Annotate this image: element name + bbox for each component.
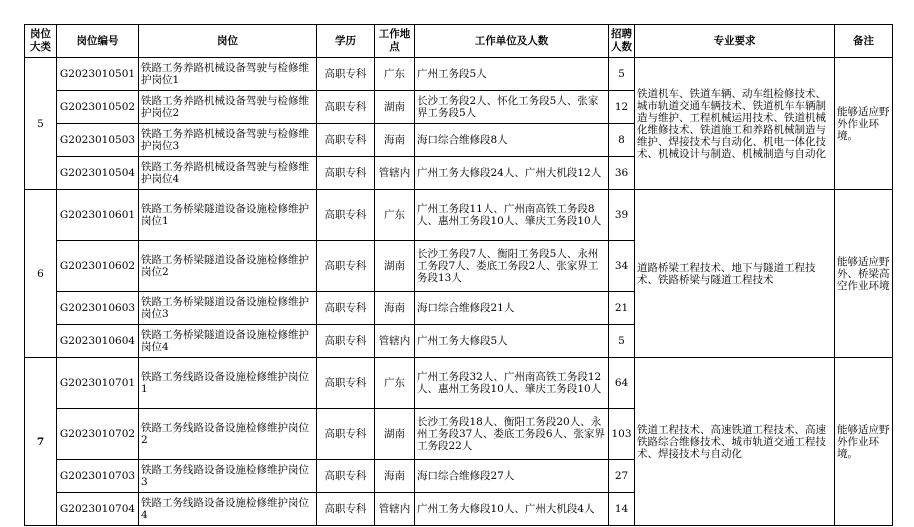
- post-cell: 铁路工务桥梁隧道设备设施检修维护岗位1: [139, 190, 317, 241]
- education-cell: 高职专科: [317, 325, 375, 358]
- recruit-cell: 36: [609, 157, 635, 190]
- recruitment-table: [24, 24, 893, 526]
- recruit-cell: 8: [609, 124, 635, 157]
- education-cell: 高职专科: [317, 409, 375, 460]
- post-cell: 铁路工务养路机械设备驾驶与检修维护岗位3: [139, 124, 317, 157]
- recruit-cell: 21: [609, 292, 635, 325]
- location-cell: 湖南: [375, 91, 415, 124]
- code-cell: G2023010701: [57, 358, 139, 409]
- location-cell: 管辖内: [375, 325, 415, 358]
- location-cell: 广东: [375, 358, 415, 409]
- education-cell: 高职专科: [317, 241, 375, 292]
- recruit-cell: 39: [609, 190, 635, 241]
- education-cell: 高职专科: [317, 157, 375, 190]
- code-cell: G2023010604: [57, 325, 139, 358]
- units-cell: 长沙工务段18人、衡阳工务段20人、永州工务段37人、娄底工务段6人、张家界工务段22人: [415, 409, 609, 460]
- units-cell: 海口综合维修段27人: [415, 460, 609, 493]
- header-education: 学历: [317, 25, 375, 58]
- remark-cell: 能够适应野外、桥梁高空作业环境: [835, 190, 893, 358]
- table-row: [25, 190, 893, 241]
- header-row: [25, 25, 893, 58]
- recruit-cell: 5: [609, 58, 635, 91]
- code-cell: G2023010602: [57, 241, 139, 292]
- post-cell: 铁路工务桥梁隧道设备设施检修维护岗位3: [139, 292, 317, 325]
- units-cell: 长沙工务段7人、衡阳工务段5人、永州工务段7人、娄底工务段2人、张家界工务段13人: [415, 241, 609, 292]
- units-cell: 广州工务段5人: [415, 58, 609, 91]
- education-cell: 高职专科: [317, 58, 375, 91]
- header-units: 工作单位及人数: [415, 25, 609, 58]
- education-cell: 高职专科: [317, 190, 375, 241]
- code-cell: G2023010504: [57, 157, 139, 190]
- major-cell: 铁道工程技术、高速铁道工程技术、高速铁路综合维修技术、城市轨道交通工程技术、焊接技术与自动化: [635, 358, 835, 526]
- header-major: 专业要求: [635, 25, 835, 58]
- recruit-cell: 64: [609, 358, 635, 409]
- post-cell: 铁路工务桥梁隧道设备设施检修维护岗位2: [139, 241, 317, 292]
- major-cell: 铁道机车、铁道车辆、动车组检修技术、城市轨道交通车辆技术、铁道机车车辆制造与维护、工程机械运用技术、铁道机械化维修技术、铁道施工和养路机械制造与维护、焊接技术与自动化、机电一体化技术、机械设计与制造、机械制造与自动化: [635, 58, 835, 190]
- major-cell: 道路桥梁工程技术、地下与隧道工程技术、铁路桥梁与隧道工程技术: [635, 190, 835, 358]
- location-cell: 管辖内: [375, 157, 415, 190]
- code-cell: G2023010704: [57, 493, 139, 526]
- post-cell: 铁路工务线路设备设施检修维护岗位1: [139, 358, 317, 409]
- code-cell: G2023010501: [57, 58, 139, 91]
- code-cell: G2023010601: [57, 190, 139, 241]
- location-cell: 广东: [375, 58, 415, 91]
- category-cell: 6: [25, 190, 57, 358]
- units-cell: 广州工务段32人、广州南高铁工务段12人、惠州工务段10人、肇庆工务段10人: [415, 358, 609, 409]
- location-cell: 湖南: [375, 241, 415, 292]
- header-post: 岗位: [139, 25, 317, 58]
- code-cell: G2023010502: [57, 91, 139, 124]
- units-cell: 海口综合维修段21人: [415, 292, 609, 325]
- category-cell: 7: [25, 358, 57, 526]
- location-cell: 海南: [375, 460, 415, 493]
- post-cell: 铁路工务养路机械设备驾驶与检修维护岗位2: [139, 91, 317, 124]
- post-cell: 铁路工务线路设备设施检修维护岗位3: [139, 460, 317, 493]
- recruit-cell: 103: [609, 409, 635, 460]
- post-cell: 铁路工务桥梁隧道设备设施检修维护岗位4: [139, 325, 317, 358]
- recruit-cell: 27: [609, 460, 635, 493]
- code-cell: G2023010503: [57, 124, 139, 157]
- category-cell: 5: [25, 58, 57, 190]
- units-cell: 广州工务大修段10人、广州大机段4人: [415, 493, 609, 526]
- units-cell: 海口综合维修段8人: [415, 124, 609, 157]
- units-cell: 广州工务段11人、广州南高铁工务段8人、惠州工务段10人、肇庆工务段10人: [415, 190, 609, 241]
- post-cell: 铁路工务养路机械设备驾驶与检修维护岗位4: [139, 157, 317, 190]
- education-cell: 高职专科: [317, 292, 375, 325]
- code-cell: G2023010603: [57, 292, 139, 325]
- location-cell: 管辖内: [375, 493, 415, 526]
- units-cell: 广州工务大修段5人: [415, 325, 609, 358]
- recruit-cell: 14: [609, 493, 635, 526]
- location-cell: 海南: [375, 292, 415, 325]
- units-cell: 长沙工务段2人、怀化工务段5人、张家界工务段5人: [415, 91, 609, 124]
- post-cell: 铁路工务线路设备设施检修维护岗位2: [139, 409, 317, 460]
- location-cell: 湖南: [375, 409, 415, 460]
- units-cell: 广州工务大修段24人、广州大机段12人: [415, 157, 609, 190]
- education-cell: 高职专科: [317, 358, 375, 409]
- education-cell: 高职专科: [317, 91, 375, 124]
- header-location: 工作地点: [375, 25, 415, 58]
- header-category: 岗位大类: [25, 25, 57, 58]
- remark-cell: 能够适应野外作业环境。: [835, 358, 893, 526]
- recruit-cell: 5: [609, 325, 635, 358]
- header-remark: 备注: [835, 25, 893, 58]
- post-cell: 铁路工务线路设备设施检修维护岗位4: [139, 493, 317, 526]
- header-recruit: 招聘人数: [609, 25, 635, 58]
- remark-cell: 能够适应野外作业环境。: [835, 58, 893, 190]
- education-cell: 高职专科: [317, 460, 375, 493]
- location-cell: 广东: [375, 190, 415, 241]
- post-cell: 铁路工务养路机械设备驾驶与检修维护岗位1: [139, 58, 317, 91]
- header-code: 岗位编号: [57, 25, 139, 58]
- recruit-cell: 34: [609, 241, 635, 292]
- table-row: [25, 358, 893, 409]
- code-cell: G2023010703: [57, 460, 139, 493]
- education-cell: 高职专科: [317, 493, 375, 526]
- location-cell: 海南: [375, 124, 415, 157]
- recruit-cell: 12: [609, 91, 635, 124]
- code-cell: G2023010702: [57, 409, 139, 460]
- table-row: [25, 58, 893, 91]
- education-cell: 高职专科: [317, 124, 375, 157]
